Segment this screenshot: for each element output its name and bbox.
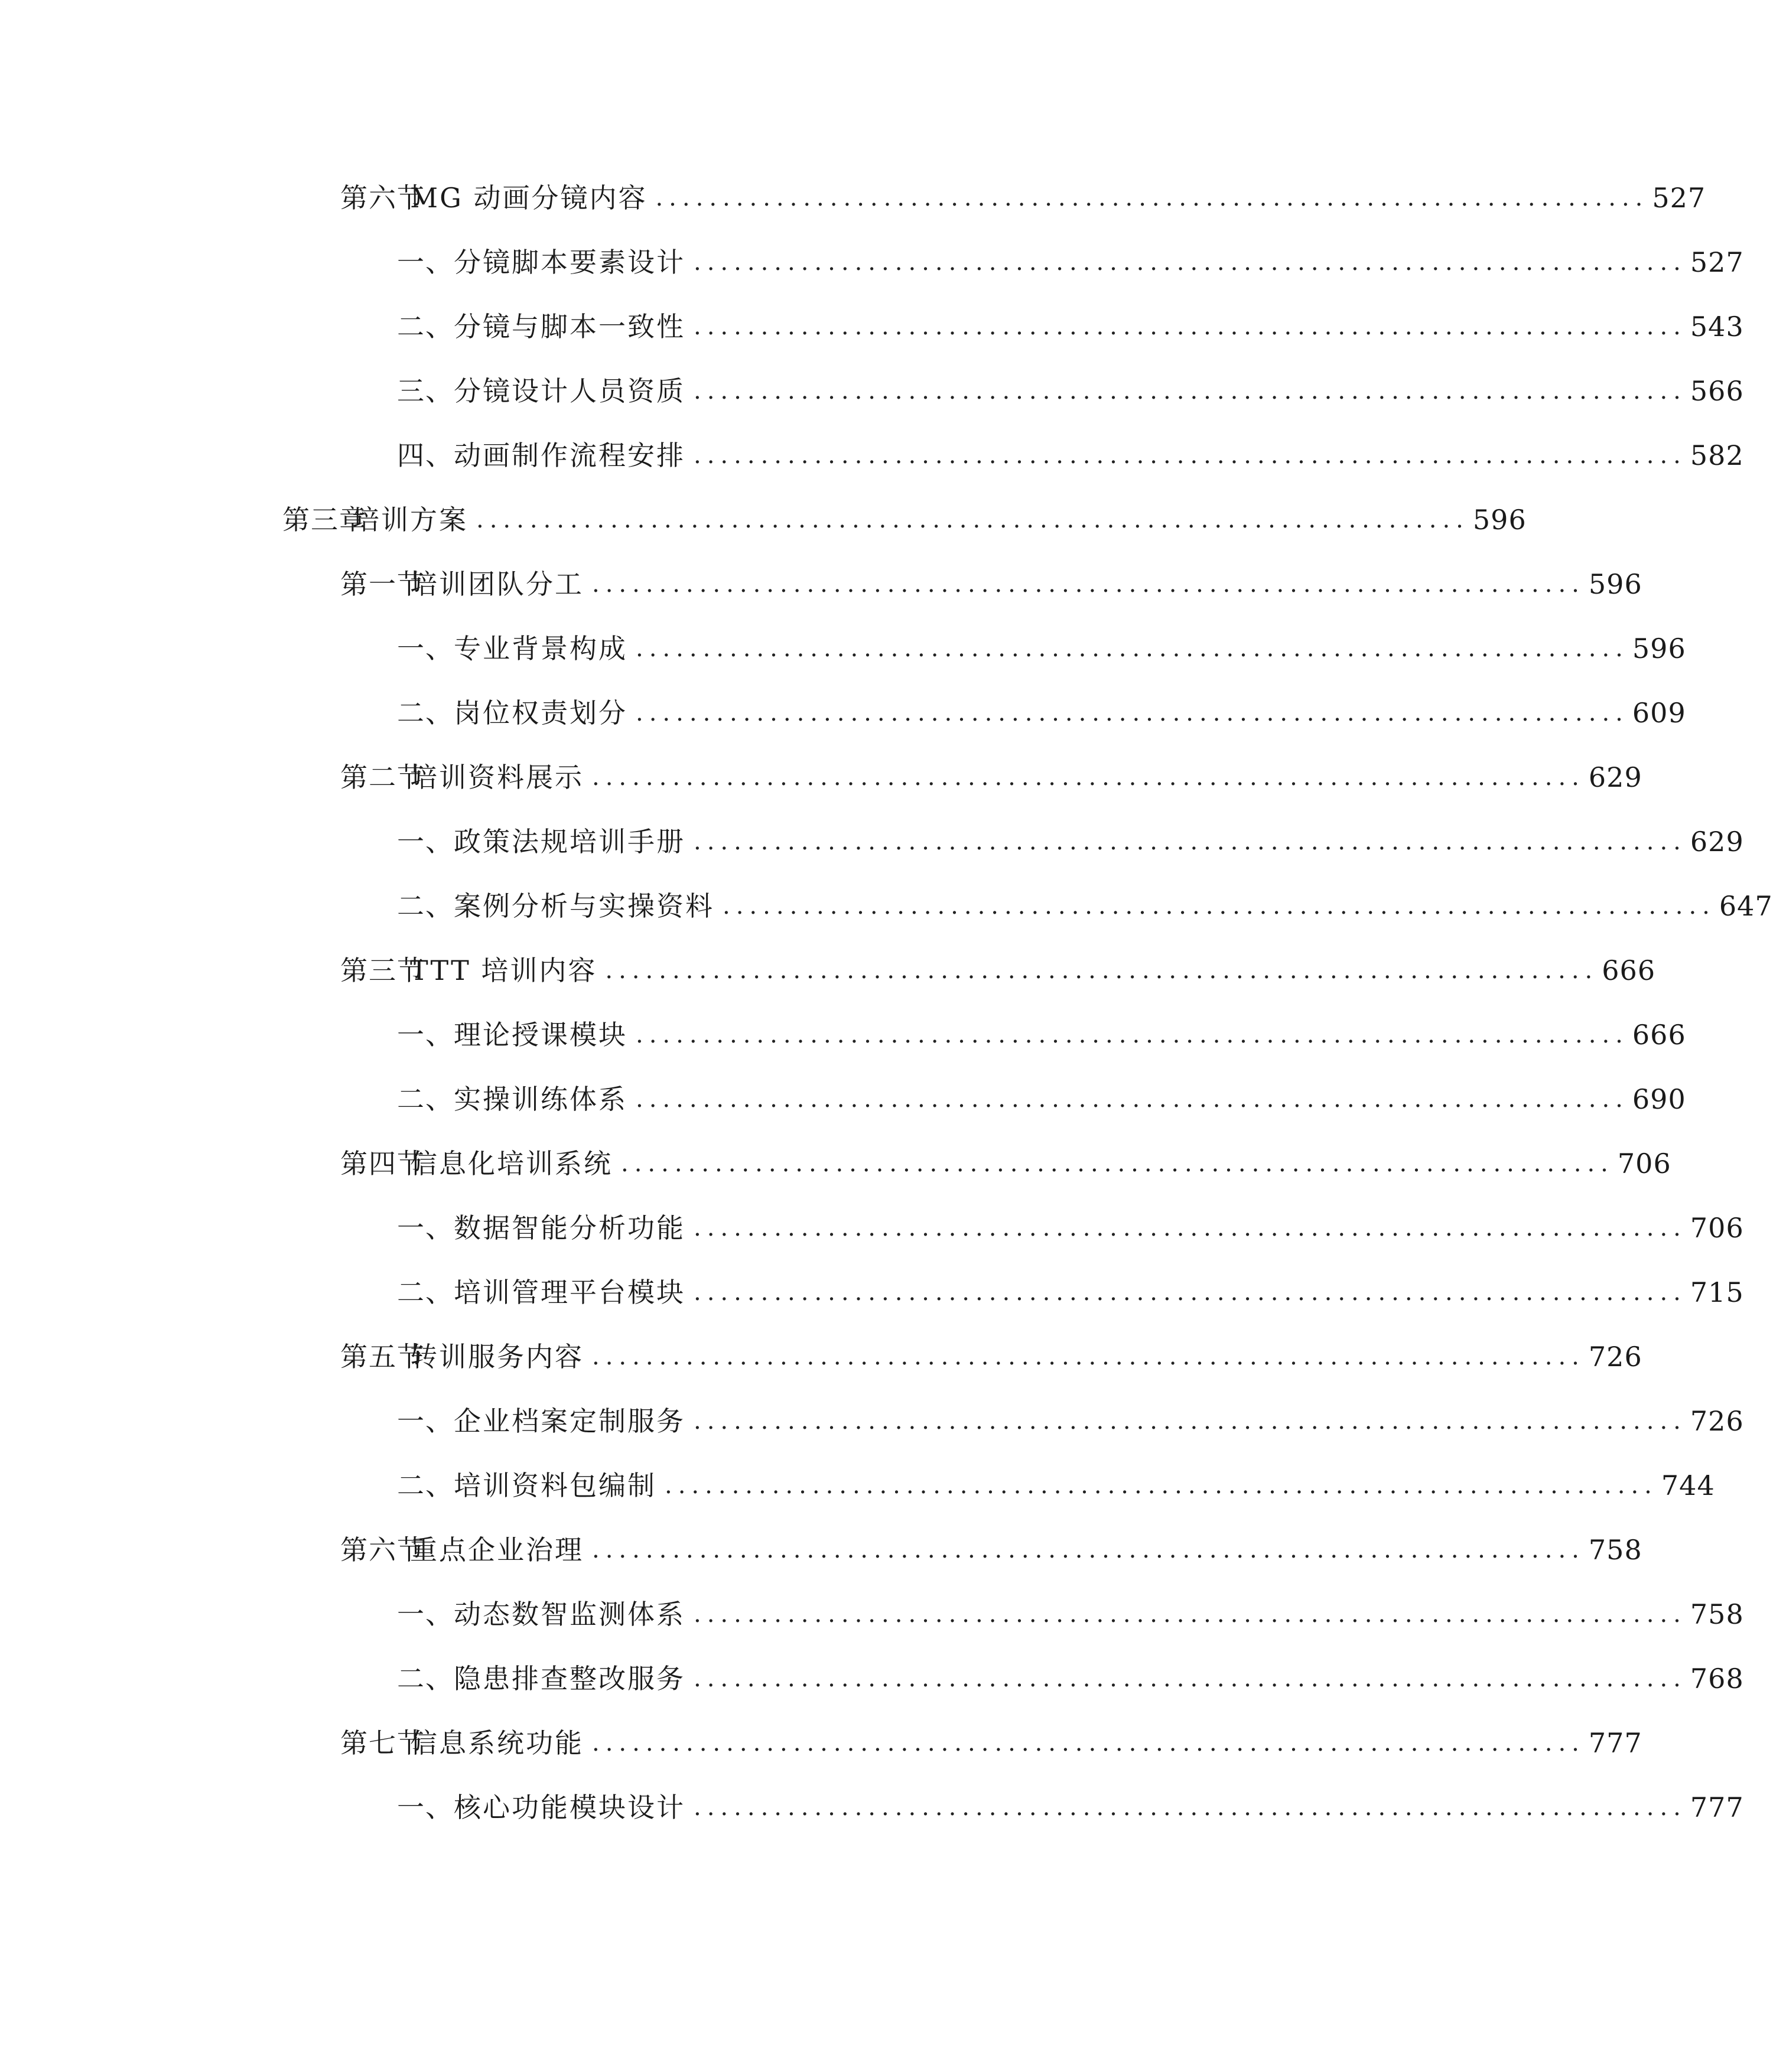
dot-leader: .......................................................................... bbox=[636, 1021, 1629, 1048]
toc-entry-title: 信息系统功能 bbox=[410, 1727, 584, 1759]
dot-leader: .......................................................................... bbox=[694, 828, 1687, 855]
dot-leader: .......................................................................... bbox=[694, 1279, 1687, 1306]
toc-entry[interactable] bbox=[397, 438, 1744, 473]
toc-entry[interactable] bbox=[397, 1597, 1744, 1632]
toc-entry[interactable] bbox=[397, 1275, 1744, 1310]
toc-entry-number: 一、 bbox=[397, 1791, 454, 1823]
toc-entry-page: 666 bbox=[1632, 1019, 1686, 1051]
toc-entry-title: 政策法规培训手册 bbox=[454, 826, 685, 858]
dot-leader: .......................................................................... bbox=[694, 442, 1687, 469]
toc-entry[interactable] bbox=[397, 373, 1744, 409]
dot-leader: .......................................................................... bbox=[605, 957, 1599, 984]
toc-entry-page: 566 bbox=[1690, 375, 1744, 407]
toc-entry-page: 726 bbox=[1588, 1341, 1642, 1373]
toc-entry[interactable] bbox=[397, 1790, 1744, 1825]
dot-leader: .......................................................................... bbox=[636, 635, 1629, 662]
toc-entry-page: 582 bbox=[1690, 439, 1744, 471]
dot-leader: .......................................................................... bbox=[694, 1408, 1687, 1435]
dot-leader: .......................................................................... bbox=[694, 377, 1687, 405]
toc-entry-title: 分镜设计人员资质 bbox=[454, 375, 685, 407]
toc-entry-number: 第一节 bbox=[340, 568, 425, 600]
toc-entry-number: 一、 bbox=[397, 826, 454, 858]
toc-entry-number: 二、 bbox=[397, 1663, 454, 1695]
dot-leader: .......................................................................... bbox=[592, 1536, 1585, 1563]
toc-entry-page: 768 bbox=[1690, 1663, 1744, 1695]
toc-entry-number: 四、 bbox=[397, 439, 454, 471]
dot-leader: .......................................................................... bbox=[723, 892, 1716, 920]
toc-entry[interactable] bbox=[397, 695, 1686, 731]
toc-entry-number: 第三节 bbox=[340, 954, 425, 986]
toc-entry-title: 培训资料包编制 bbox=[454, 1470, 656, 1501]
toc-entry-title: 动画制作流程安排 bbox=[454, 439, 685, 471]
toc-entry-title: 分镜与脚本一致性 bbox=[454, 311, 685, 343]
toc-entry-title: 企业档案定制服务 bbox=[454, 1405, 685, 1437]
dot-leader: .......................................................................... bbox=[655, 184, 1649, 211]
toc-entry-number: 第六节 bbox=[340, 1534, 425, 1566]
toc-entry-page: 777 bbox=[1588, 1727, 1642, 1759]
toc-entry-page: 715 bbox=[1690, 1276, 1744, 1308]
toc-entry-page: 596 bbox=[1472, 504, 1527, 536]
toc-entry[interactable] bbox=[397, 309, 1744, 344]
toc-entry-title: 实操训练体系 bbox=[454, 1083, 627, 1115]
toc-entry-page: 629 bbox=[1588, 761, 1642, 793]
toc-entry-number: 第七节 bbox=[340, 1727, 425, 1759]
toc-entry-title: 信息化培训系统 bbox=[410, 1148, 613, 1180]
toc-entry-number: 第四节 bbox=[340, 1148, 425, 1180]
toc-entry-page: 758 bbox=[1690, 1598, 1744, 1630]
toc-entry-page: 596 bbox=[1588, 568, 1642, 600]
toc-entry-page: 666 bbox=[1602, 954, 1656, 986]
toc-entry[interactable] bbox=[397, 1468, 1715, 1503]
toc-entry-number: 一、 bbox=[397, 1212, 454, 1244]
toc-entry-number: 二、 bbox=[397, 890, 454, 922]
toc-entry-title: 隐患排查整改服务 bbox=[454, 1663, 685, 1695]
dot-leader: .......................................................................... bbox=[636, 699, 1629, 726]
toc-entry-page: 527 bbox=[1652, 182, 1706, 214]
toc-entry[interactable] bbox=[397, 1210, 1744, 1246]
toc-entry-page: 596 bbox=[1632, 633, 1686, 664]
toc-entry-title: 案例分析与实操资料 bbox=[454, 890, 714, 922]
dot-leader: .......................................................................... bbox=[694, 1665, 1687, 1692]
toc-entry-number: 二、 bbox=[397, 1470, 454, 1501]
toc-entry-number: 第二节 bbox=[340, 761, 425, 793]
toc-entry-number: 一、 bbox=[397, 1405, 454, 1437]
toc-entry[interactable] bbox=[397, 824, 1744, 859]
toc-entry[interactable] bbox=[340, 1146, 1671, 1181]
dot-leader: .......................................................................... bbox=[665, 1472, 1658, 1499]
dot-leader: .......................................................................... bbox=[592, 571, 1585, 598]
toc-entry[interactable] bbox=[340, 1532, 1642, 1568]
toc-entry-number: 一、 bbox=[397, 246, 454, 278]
toc-entry[interactable] bbox=[397, 888, 1773, 924]
toc-entry-title: 培训团队分工 bbox=[410, 568, 584, 600]
toc-entry-page: 690 bbox=[1632, 1083, 1686, 1115]
toc-entry-page: 647 bbox=[1719, 890, 1773, 922]
toc-entry-title: 转训服务内容 bbox=[410, 1341, 584, 1373]
toc-entry-number: 第三章 bbox=[282, 504, 367, 536]
toc-entry-title: 重点企业治理 bbox=[410, 1534, 584, 1566]
toc-entry-number: 三、 bbox=[397, 375, 454, 407]
toc-entry-title: 专业背景构成 bbox=[454, 633, 627, 664]
toc-entry-number: 一、 bbox=[397, 1598, 454, 1630]
toc-entry[interactable] bbox=[340, 566, 1642, 602]
dot-leader: .......................................................................... bbox=[694, 249, 1687, 276]
dot-leader: .......................................................................... bbox=[636, 1086, 1629, 1113]
toc-entry-title: TTT 培训内容 bbox=[410, 954, 597, 986]
dot-leader: .......................................................................... bbox=[694, 1601, 1687, 1628]
toc-entry-title: 核心功能模块设计 bbox=[454, 1791, 685, 1823]
toc-entry-number: 一、 bbox=[397, 1019, 454, 1051]
toc-entry[interactable] bbox=[397, 1661, 1744, 1696]
toc-entry-number: 二、 bbox=[397, 1276, 454, 1308]
dot-leader: .......................................................................... bbox=[476, 506, 1469, 533]
toc-entry[interactable] bbox=[397, 1081, 1686, 1117]
dot-leader: .......................................................................... bbox=[694, 313, 1687, 340]
toc-entry-number: 第六节 bbox=[340, 182, 425, 214]
toc-entry-title: 培训资料展示 bbox=[410, 761, 584, 793]
toc-entry[interactable] bbox=[340, 1725, 1642, 1761]
toc-entry-number: 一、 bbox=[397, 633, 454, 664]
toc-entry[interactable] bbox=[340, 1339, 1642, 1374]
dot-leader: .......................................................................... bbox=[694, 1214, 1687, 1242]
toc-entry[interactable] bbox=[282, 502, 1527, 537]
toc-entry-title: 动态数智监测体系 bbox=[454, 1598, 685, 1630]
toc-entry-title: 培训方案 bbox=[352, 504, 468, 536]
toc-entry-number: 第五节 bbox=[340, 1341, 425, 1373]
toc-entry[interactable] bbox=[340, 760, 1642, 795]
toc-entry[interactable] bbox=[397, 631, 1686, 666]
toc-entry[interactable] bbox=[397, 1017, 1686, 1053]
toc-entry-page: 706 bbox=[1617, 1148, 1671, 1180]
toc-entry-page: 777 bbox=[1690, 1791, 1744, 1823]
toc-entry-title: 岗位权责划分 bbox=[454, 697, 627, 729]
toc-entry-title: 理论授课模块 bbox=[454, 1019, 627, 1051]
toc-entry-title: 培训管理平台模块 bbox=[454, 1276, 685, 1308]
toc-entry-page: 726 bbox=[1690, 1405, 1744, 1437]
toc-entry-page: 706 bbox=[1690, 1212, 1744, 1244]
toc-entry-number: 二、 bbox=[397, 1083, 454, 1115]
dot-leader: .......................................................................... bbox=[592, 1729, 1585, 1757]
toc-entry-title: 分镜脚本要素设计 bbox=[454, 246, 685, 278]
toc-entry[interactable] bbox=[340, 953, 1656, 988]
toc-entry-page: 744 bbox=[1661, 1470, 1715, 1501]
dot-leader: .......................................................................... bbox=[592, 1343, 1585, 1370]
toc-entry[interactable] bbox=[397, 1403, 1744, 1439]
dot-leader: .......................................................................... bbox=[694, 1794, 1687, 1821]
toc-entry-title: MG 动画分镜内容 bbox=[410, 182, 648, 214]
toc-entry-page: 629 bbox=[1690, 826, 1744, 858]
dot-leader: .......................................................................... bbox=[592, 764, 1585, 791]
toc-entry-page: 758 bbox=[1588, 1534, 1642, 1566]
toc-entry-page: 527 bbox=[1690, 246, 1744, 278]
toc-entry-number: 二、 bbox=[397, 311, 454, 343]
dot-leader: .......................................................................... bbox=[621, 1150, 1614, 1177]
toc-entry-page: 543 bbox=[1690, 311, 1744, 343]
toc-entry[interactable] bbox=[340, 180, 1706, 216]
toc-entry-number: 二、 bbox=[397, 697, 454, 729]
toc-entry-page: 609 bbox=[1632, 697, 1686, 729]
toc-entry-title: 数据智能分析功能 bbox=[454, 1212, 685, 1244]
toc-entry[interactable] bbox=[397, 245, 1744, 280]
